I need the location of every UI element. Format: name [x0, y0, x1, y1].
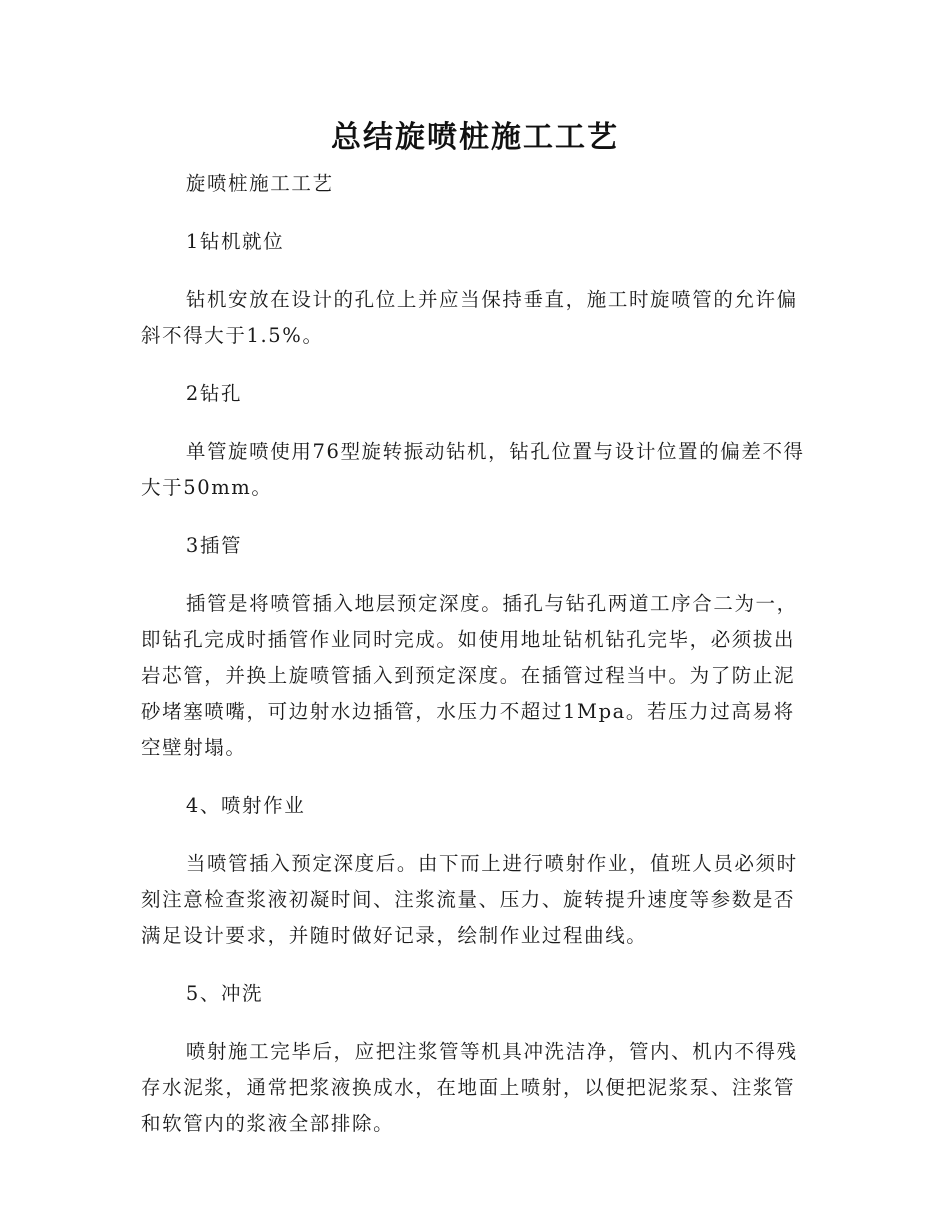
paragraph-flushing: 喷射施工完毕后，应把注浆管等机具冲洗洁净，管内、机内不得残存水泥浆，通常把浆液换成水，在地面上喷射，以便把泥浆泵、注浆管和软管内的浆液全部排除。 [141, 1040, 798, 1135]
heading-jetting: 4、喷射作业 [185, 794, 306, 817]
heading-pipe-insertion: 3插管 [185, 534, 243, 557]
heading-flushing: 5、冲洗 [185, 982, 264, 1005]
paragraph-jetting: 当喷管插入预定深度后。由下而上进行喷射作业，值班人员必须时刻注意检查浆液初凝时间、注浆流量、压力、旋转提升速度等参数是否满足设计要求，并随时做好记录，绘制作业过程曲线。 [141, 852, 798, 947]
heading-drilling: 2钻孔 [185, 382, 243, 405]
paragraph-drill-positioning: 钻机安放在设计的孔位上并应当保持垂直，施工时旋喷管的允许偏斜不得大于1.5%。 [141, 288, 798, 347]
paragraph-drilling: 单管旋喷使用76型旋转振动钻机，钻孔位置与设计位置的偏差不得大于50mm。 [141, 440, 805, 499]
heading-drill-positioning: 1钻机就位 [185, 230, 285, 253]
document-title: 总结旋喷桩施工工艺 [331, 120, 619, 155]
document-body [141, 166, 805, 1142]
paragraph-pipe-insertion: 插管是将喷管插入地层预定深度。插孔与钻孔两道工序合二为一，即钻孔完成时插管作业同时完成。如使用地址钻机钻孔完毕，必须拔出岩芯管，并换上旋喷管插入到预定深度。在插管过程当中。为了防止泥砂堵塞喷嘴，可边射水边插管，水压力不超过1Mpa。若压力过高易将空壁射塌。 [141, 592, 798, 759]
paragraph-subtitle: 旋喷桩施工工艺 [185, 172, 334, 195]
